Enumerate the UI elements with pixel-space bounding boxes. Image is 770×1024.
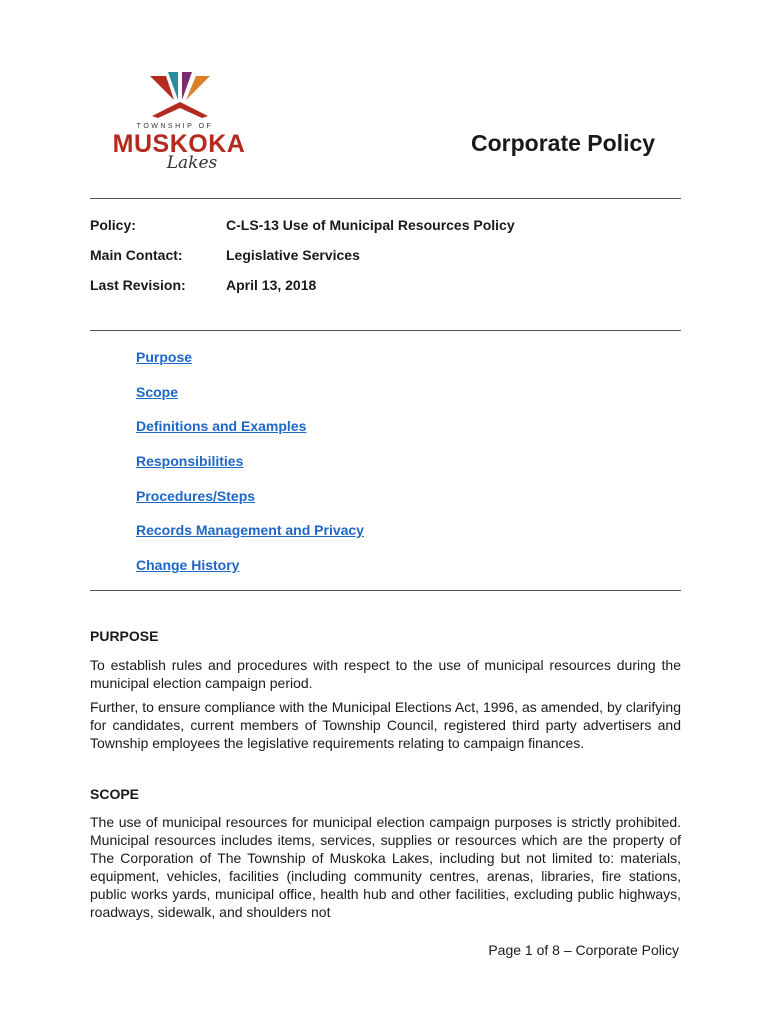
purpose-paragraph-1: To establish rules and procedures with respect to the use of municipal resources during the municipal election campaign period. [90, 657, 681, 691]
toc-link-purpose[interactable]: Purpose [136, 349, 193, 365]
toc-link-procedures[interactable]: Procedures/Steps [136, 488, 256, 504]
meta-value: C-LS-13 Use of Municipal Resources Policy [226, 217, 515, 233]
toc-link-responsibilities[interactable]: Responsibilities [136, 453, 244, 469]
purpose-heading: PURPOSE [90, 628, 159, 644]
township-logo [104, 70, 254, 175]
meta-label: Policy: [90, 217, 136, 233]
logo-lakes-text: Lakes [166, 153, 218, 173]
meta-label: Main Contact: [90, 247, 183, 263]
toc-link-records[interactable]: Records Management and Privacy [136, 522, 364, 538]
logo-emblem-icon [104, 70, 254, 125]
toc-link-definitions[interactable]: Definitions and Examples [136, 418, 307, 434]
toc-link-scope[interactable]: Scope [136, 384, 179, 400]
purpose-paragraph-2: Further, to ensure compliance with the Municipal Elections Act, 1996, as amended, by clarifying for candidates, current members of Township Council, registered third party advertisers and Township employees the legislative requirements relating to campaign finances. [90, 699, 681, 751]
page-footer: Page 1 of 8 – Corporate Policy [488, 942, 679, 958]
meta-value: Legislative Services [226, 247, 360, 263]
document-title: Corporate Policy [471, 130, 656, 156]
meta-label: Last Revision: [90, 277, 186, 293]
scope-paragraph-1: The use of municipal resources for municipal election campaign purposes is strictly prohibited. Municipal resources includes items, services, supplies or resources which are the property of The Corporation of The Township of Muskoka Lakes, including but not limited to: materials, equipment, vehicles, facilities (including community centres, arenas, libraries, fire stations, public works yards, municipal office, health hub and other facilities, excluding public highways, roadways, sidewalk, and shoulders not [90, 814, 681, 920]
toc-link-change-history[interactable]: Change History [136, 557, 240, 573]
logo-muskoka-text: MUSKOKA [112, 130, 246, 158]
logo-township-text: TOWNSHIP OF [136, 123, 214, 130]
toc-divider [90, 590, 681, 591]
meta-divider [90, 330, 681, 331]
header-divider [90, 198, 681, 199]
scope-heading: SCOPE [90, 786, 140, 802]
meta-value: April 13, 2018 [226, 277, 317, 293]
